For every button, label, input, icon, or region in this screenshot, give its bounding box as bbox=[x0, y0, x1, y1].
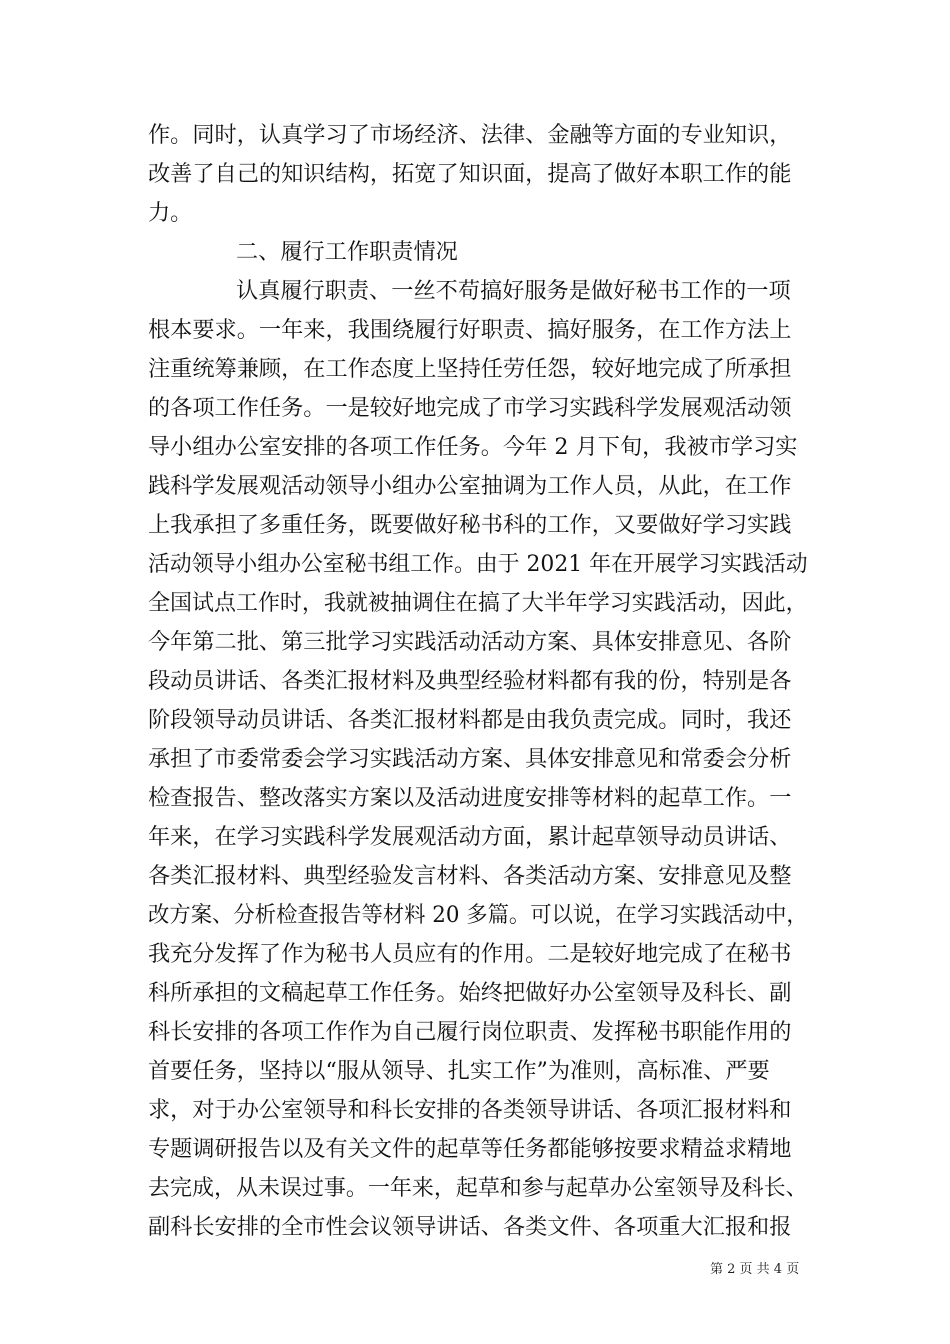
text-line: 段动员讲话、各类汇报材料及典型经验材料都有我的份，特别是各 bbox=[148, 668, 792, 694]
text-line: 去完成，从未误过事。一年来，起草和参与起草办公室领导及科长、 bbox=[148, 1175, 808, 1201]
text-line: 我充分发挥了作为秘书人员应有的作用。二是较好地完成了在秘书 bbox=[148, 941, 792, 967]
text-line: 作。同时，认真学习了市场经济、法律、金融等方面的专业知识， bbox=[148, 122, 792, 148]
text-line: 科所承担的文稿起草工作任务。始终把做好办公室领导及科长、副 bbox=[148, 980, 792, 1006]
page-number-footer: 第 2 页 共 4 页 bbox=[710, 1262, 800, 1277]
text-line: 科长安排的各项工作作为自己履行岗位职责、发挥秘书职能作用的 bbox=[148, 1019, 792, 1045]
text-line: 认真履行职责、一丝不苟搞好服务是做好秘书工作的一项 bbox=[236, 278, 791, 304]
text-line: 践科学发展观活动领导小组办公室抽调为工作人员，从此，在工作 bbox=[148, 473, 792, 499]
text-line: 的各项工作任务。一是较好地完成了市学习实践科学发展观活动领 bbox=[148, 395, 792, 421]
text-line: 根本要求。一年来，我围绕履行好职责、搞好服务，在工作方法上 bbox=[148, 317, 792, 343]
text-line: 注重统筹兼顾，在工作态度上坚持任劳任怨，较好地完成了所承担 bbox=[148, 356, 792, 382]
text-line: 承担了市委常委会学习实践活动方案、具体安排意见和常委会分析 bbox=[148, 746, 792, 772]
text-line: 今年第二批、第三批学习实践活动活动方案、具体安排意见、各阶 bbox=[148, 629, 792, 655]
text-line: 上我承担了多重任务，既要做好秘书科的工作，又要做好学习实践 bbox=[148, 512, 792, 538]
text-line: 导小组办公室安排的各项工作任务。今年 2 月下旬，我被市学习实 bbox=[148, 434, 798, 460]
text-line: 首要任务，坚持以“服从领导、扎实工作”为准则，高标准、严要 bbox=[148, 1058, 770, 1084]
text-line: 全国试点工作时，我就被抽调住在搞了大半年学习实践活动，因此， bbox=[148, 590, 808, 616]
text-line: 专题调研报告以及有关文件的起草等任务都能够按要求精益求精地 bbox=[148, 1136, 792, 1162]
text-line: 求，对于办公室领导和科长安排的各类领导讲话、各项汇报材料和 bbox=[148, 1097, 792, 1123]
text-line: 各类汇报材料、典型经验发言材料、各类活动方案、安排意见及整 bbox=[148, 863, 792, 889]
text-line: 阶段领导动员讲话、各类汇报材料都是由我负责完成。同时，我还 bbox=[148, 707, 792, 733]
text-line: 力。 bbox=[148, 200, 193, 226]
section-heading: 二、履行工作职责情况 bbox=[236, 239, 458, 265]
text-line: 改方案、分析检查报告等材料 20 多篇。可以说，在学习实践活动中， bbox=[148, 902, 808, 928]
text-line: 检查报告、整改落实方案以及活动进度安排等材料的起草工作。一 bbox=[148, 785, 792, 811]
text-line: 年来，在学习实践科学发展观活动方面，累计起草领导动员讲话、 bbox=[148, 824, 792, 850]
text-line: 改善了自己的知识结构，拓宽了知识面，提高了做好本职工作的能 bbox=[148, 161, 792, 187]
text-line: 副科长安排的全市性会议领导讲话、各类文件、各项重大汇报和报 bbox=[148, 1214, 792, 1240]
text-line: 活动领导小组办公室秘书组工作。由于 2021 年在开展学习实践活动 bbox=[148, 551, 808, 577]
